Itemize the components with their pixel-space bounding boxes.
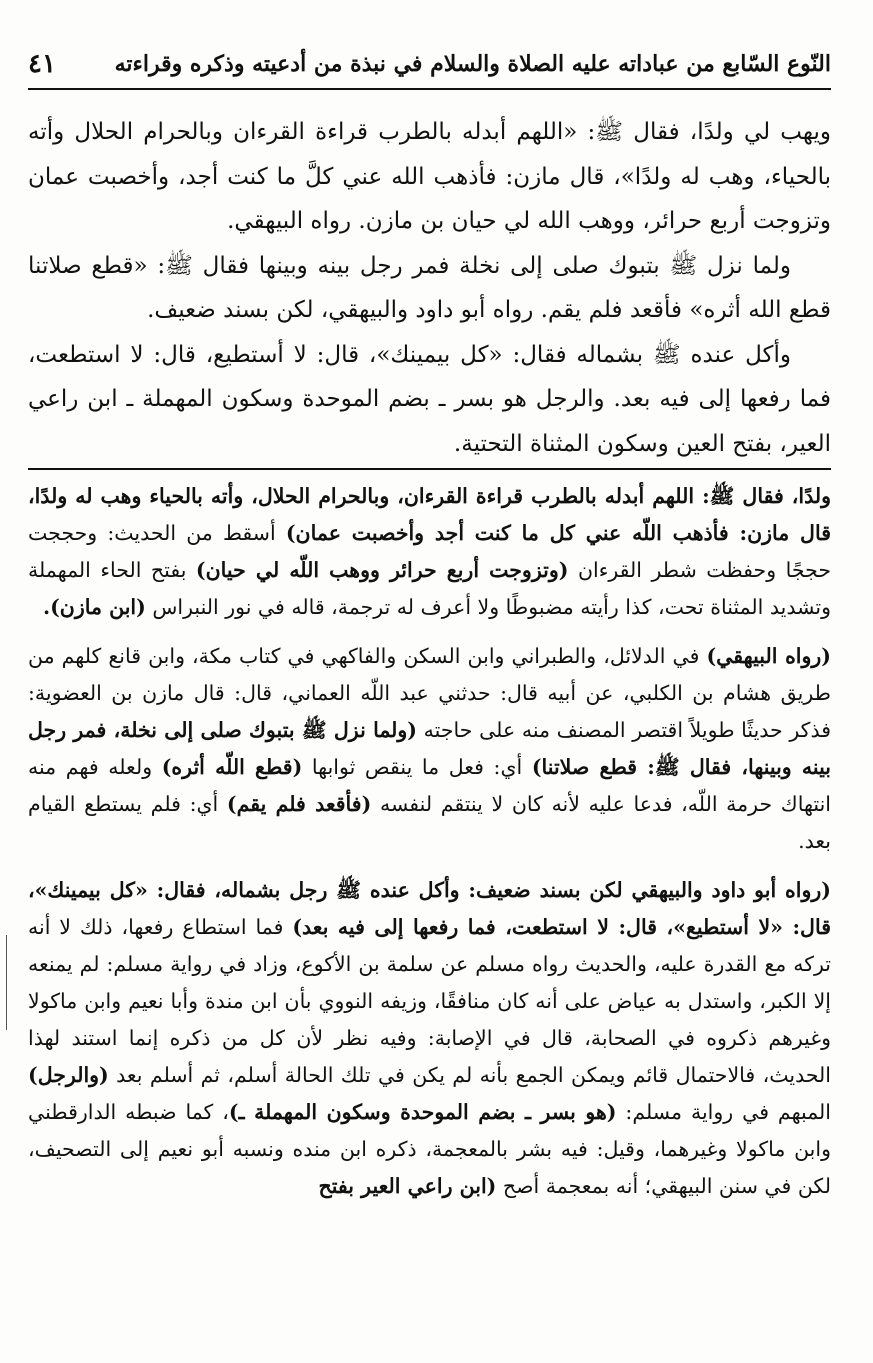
quoted-text: (قطع اللّه أثره) (161, 755, 303, 779)
running-header (28, 40, 831, 90)
book-page (28, 0, 831, 1363)
quoted-text: (والرجل) (28, 1063, 109, 1087)
commentary (28, 478, 831, 1205)
quoted-text: (ولما نزل ﷺ بتبوك صلى إلى نخلة، فمر رجل بينه وبينها، فقال ﷺ: قطع صلاتنا) (28, 718, 831, 779)
page-number: ٤١ (28, 49, 56, 79)
section-divider (28, 468, 831, 470)
commentary-text: أسقط من الحديث: وحججت حججًا وحفظت شطر القرءان (28, 521, 832, 582)
commentary-text: فما استطاع رفعها، ذلك لا أنه تركه مع القدرة عليه، والحديث رواه مسلم عن سلمة بن الأكوع، وزاد في رواية مسلم: لم يمنعه إلا الكبر، واستدل به عياض على أنه كان منافقًا، وزيفه النووي بأن ابن مندة وأبا نعيم وابن ماكولا وغيرهم ذكروه في الصحابة، قال في الإصابة: وفيه نظر لأن كل من ذكره إنما استند لهذا الحديث، فالاحتمال قائم ويمكن الجمع بأنه لم يكن في تلك الحالة أسلم، ثم أسلم بعد (28, 915, 832, 1087)
quoted-text: (رواه البيهقي) (706, 644, 832, 668)
quoted-text: (ابن راعي العير بفتح (318, 1174, 497, 1198)
commentary-text: ، كما ضبطه الدارقطني وابن ماكولا وغيرهما، وقيل: فيه بشر بالمعجمة، ذكره ابن منده ونسبه أبو نعيم إلى التصحيف، لكن في سنن البيهقي؛ أنه بمعجمة أصح (28, 1100, 831, 1198)
quoted-text: ولدًا، فقال ﷺ: اللهم أبدله بالطرب قراءة القرءان، وبالحرام الحلال، وأته بالحياء وهب له ولدًا، قال مازن: فأذهب اللّه عني كل ما كنت أجد وأخصبت عمان) (28, 484, 831, 545)
quoted-text: (ابن مازن). (42, 595, 146, 619)
margin-line (6, 935, 7, 1030)
quoted-text: (هو بسر ـ بضم الموحدة وسكون المهملة ـ) (228, 1100, 617, 1124)
matn-paragraph: ولما نزل ﷺ بتبوك صلى إلى نخلة فمر رجل بينه وبينها فقال ﷺ: «قطع صلاتنا قطع الله أثره» فأقعد فلم يقم. رواه أبو داود والبيهقي، لكن بسند ضعيف. (28, 252, 831, 323)
commentary-text: ولعله فهم منه انتهاك حرمة اللّه، فدعا عليه لأنه كان لا ينتقم لنفسه (28, 755, 831, 816)
quoted-text: (وتزوجت أربع حرائر ووهب اللّه لي حيان) (195, 558, 569, 582)
commentary-paragraph (28, 478, 831, 626)
commentary-text: في الدلائل، والطبراني وابن السكن والفاكهي في كتاب مكة، وابن قانع كلهم من طريق هشام بن الكلبي، عن أبيه قال: حدثني عبد اللّه العماني، قال: قال مازن بن العضوية: فذكر حديثًا طويلاً اقتصر المصنف منه على حاجته (28, 644, 831, 742)
matn-paragraph: وأكل عنده ﷺ بشماله فقال: «كل بيمينك»، قال: لا أستطيع، قال: لا استطعت، فما رفعها إلى فيه بعد. والرجل هو بسر ـ بضم الموحدة وسكون المهملة ـ ابن راعي العير، بفتح العين وسكون المثناة التحتية. (28, 341, 831, 457)
chapter-title: النّوع السّابع من عباداته عليه الصلاة والسلام في نبذة من أدعيته وذكره وقراءته (114, 51, 831, 77)
commentary-paragraph (28, 638, 831, 860)
commentary-text: المبهم في رواية مسلم: (616, 1100, 832, 1124)
commentary-text: بفتح الحاء المهملة وتشديد المثناة تحت، كذا رأيته مضبوطًا ولا أعرف له ترجمة، قاله في نور النبراس (28, 558, 831, 619)
commentary-text: أي: فلم يستطع القيام بعد. (28, 792, 831, 853)
commentary-paragraph (28, 872, 831, 1205)
quoted-text: (رواه أبو داود والبيهقي لكن بسند ضعيف: وأكل عنده ﷺ رجل بشماله، فقال: «كل بيمينك»، قال: «لا أستطيع»، قال: لا استطعت، فما رفعها إلى فيه بعد) (28, 878, 832, 939)
matn-paragraph: ويهب لي ولدًا، فقال ﷺ: «اللهم أبدله بالطرب قراءة القرءان وبالحرام الحلال وأته بالحياء، وهب له ولدًا»، قال مازن: فأذهب الله عني كلَّ ما كنت أجد، وأخصبت عمان وتزوجت أربع حرائر، ووهب الله لي حيان بن مازن. رواه البيهقي. (28, 119, 831, 234)
main-text (28, 110, 831, 466)
quoted-text: (فأقعد فلم يقم) (226, 792, 372, 816)
commentary-text: أي: فعل ما ينقص ثوابها (302, 755, 532, 779)
